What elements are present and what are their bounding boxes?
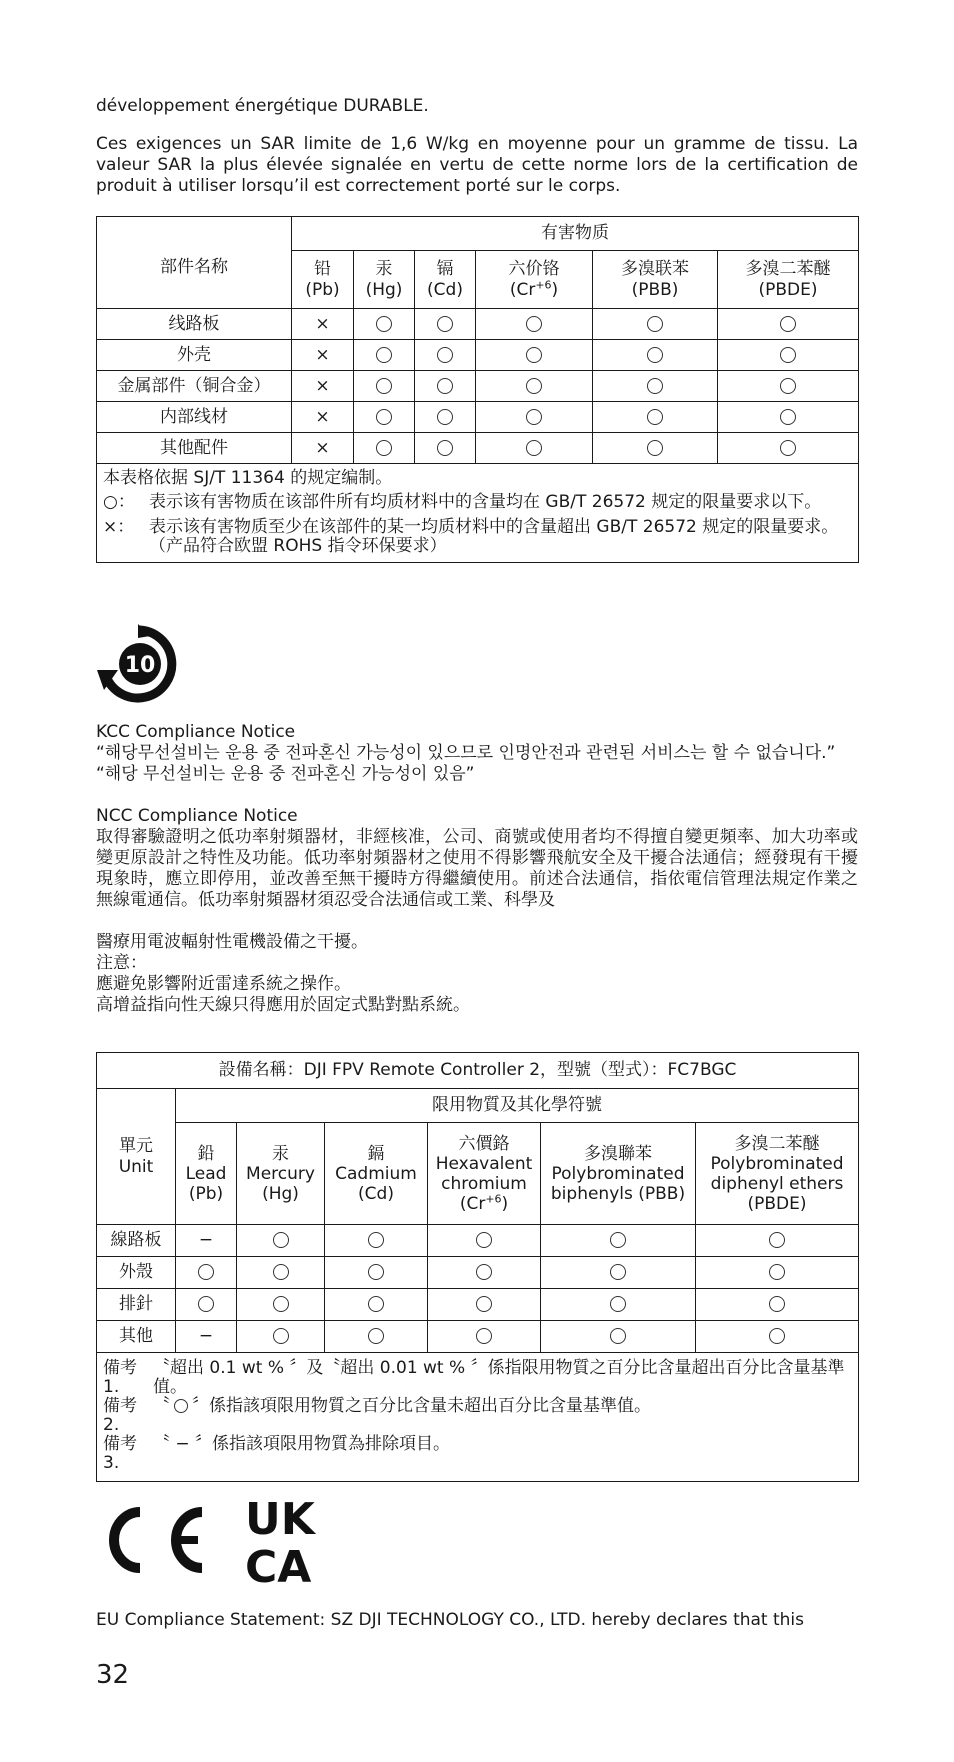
intro-line: développement énergétique DURABLE. (96, 96, 429, 116)
table-row (97, 1257, 859, 1289)
table-row (97, 1321, 859, 1353)
circle-mark-icon (769, 1232, 785, 1248)
substance-name-cn: 鎘 (367, 1143, 385, 1164)
part-name-cell: 外殼 (97, 1257, 176, 1289)
compliant-cell (718, 309, 859, 340)
compliant-cell (237, 1225, 325, 1257)
compliant-cell (428, 1289, 541, 1321)
compliant-cell (718, 433, 859, 464)
circle-mark-icon (780, 409, 796, 425)
eco-efup-10-icon (96, 624, 180, 704)
ukca-bottom-text: CA (245, 1542, 312, 1590)
note-circle-text: 表示该有害物质在该部件所有均质材料中的含量均在 GB/T 26572 规定的限量要求以下。 (149, 492, 822, 512)
compliant-cell (476, 371, 593, 402)
remark-2-label: 備考 2. (103, 1396, 137, 1435)
ncc-title: NCC Compliance Notice (96, 806, 298, 826)
circle-mark-icon (769, 1328, 785, 1344)
ncc-medical-line: 醫療用電波輻射性電機設備之干擾。 (96, 932, 368, 952)
compliant-cell (541, 1321, 696, 1353)
compliant-cell (354, 433, 415, 464)
circle-mark-icon (769, 1264, 785, 1280)
circle-mark-icon (368, 1328, 384, 1344)
compliant-cell (696, 1257, 859, 1289)
compliant-cell (593, 433, 718, 464)
substance-name-cn: 多溴二苯醚 (734, 1133, 820, 1154)
exceeds-cell: × (292, 371, 354, 402)
substance-symbol: (Pb) (188, 1183, 224, 1204)
circle-mark-icon (647, 378, 663, 394)
circle-mark-icon (780, 316, 796, 332)
ncc-attention: 注意： (96, 953, 147, 973)
compliant-cell (354, 371, 415, 402)
circle-mark-icon (376, 409, 392, 425)
substance-header (593, 251, 718, 309)
compliant-cell (541, 1225, 696, 1257)
remark-1-text: 〝超出 0.1 wt % 〞及〝超出 0.01 wt % 〞係指限用物質之百分比含量超出百分比含量基準值。 (153, 1358, 845, 1397)
cn-hazardous-substances-table (96, 216, 859, 563)
substance-symbol: (PBB) (631, 279, 679, 300)
substance-symbol: (PBDE) (758, 279, 818, 300)
compliant-cell (476, 402, 593, 433)
sar-paragraph: Ces exigences un SAR limite de 1,6 W/kg en moyenne pour un gramme de tissu. La valeur SAR la plus élevée signalée en vertu de cette norme lors de la certification de produit à utiliser lorsqu’il est correctement porté sur le corps. (96, 134, 858, 196)
compliant-cell (541, 1257, 696, 1289)
circle-mark-icon (437, 440, 453, 456)
kcc-title: KCC Compliance Notice (96, 722, 296, 742)
circle-mark-icon (780, 347, 796, 363)
compliant-cell (354, 309, 415, 340)
compliant-cell (476, 340, 593, 371)
page-number: 32 (96, 1660, 130, 1690)
ukca-top-text: UK (245, 1494, 315, 1545)
compliant-cell (428, 1225, 541, 1257)
substance-name: 多溴二苯醚 (745, 258, 831, 279)
circle-mark-icon (647, 316, 663, 332)
tw-restricted-substances-table (96, 1052, 859, 1482)
compliant-cell (718, 402, 859, 433)
remark-3-label: 備考 3. (103, 1434, 137, 1473)
substance-name-en: Hexavalent chromium (435, 1153, 533, 1194)
compliant-cell (176, 1289, 237, 1321)
exempt-cell: − (176, 1321, 237, 1353)
substance-symbol-prefix: (Cr (509, 279, 536, 300)
circle-mark-icon (174, 1399, 188, 1413)
table-row (97, 340, 859, 371)
circle-mark-icon (647, 409, 663, 425)
eu-statement: EU Compliance Statement: SZ DJI TECHNOLOGY CO., LTD. hereby declares that this (96, 1610, 805, 1630)
substance-name: 多溴联苯 (621, 258, 689, 279)
note-cross-symbol: ×： (103, 517, 135, 537)
substance-symbol (476, 277, 592, 301)
compliant-cell (696, 1289, 859, 1321)
substance-header (292, 251, 354, 309)
substance-header (696, 1123, 859, 1225)
substance-symbol-sup: +6 (485, 1191, 502, 1205)
remark-3-text: 〝 − 〞係指該項限用物質為排除項目。 (153, 1434, 451, 1454)
compliant-cell (415, 433, 476, 464)
substance-name-en: Cadmium (335, 1163, 417, 1184)
circle-mark-icon (526, 316, 542, 332)
exceeds-cell: × (292, 340, 354, 371)
ncc-antenna-line: 高增益指向性天線只得應用於固定式點對點系統。 (96, 995, 470, 1015)
substance-name: 铅 (314, 258, 331, 279)
hazardous-group-header: 有害物质 (292, 217, 859, 251)
circle-mark-icon (526, 440, 542, 456)
substance-name-en: Mercury (246, 1163, 315, 1184)
substance-symbol-suffix: ) (501, 1193, 509, 1214)
substance-symbol (428, 1191, 540, 1214)
circle-mark-icon (526, 378, 542, 394)
note-cross-text: 表示该有害物质至少在该部件的某一均质材料中的含量超出 GB/T 26572 规定的限量要求。（产品符合欧盟 ROHS 指令环保要求） (149, 517, 839, 556)
compliant-cell (237, 1289, 325, 1321)
certification-marks (96, 1490, 336, 1594)
substance-name-cn: 鉛 (197, 1143, 215, 1164)
circle-mark-icon (368, 1232, 384, 1248)
part-name-cell: 线路板 (97, 309, 292, 340)
compliant-cell (354, 402, 415, 433)
circle-mark-icon (647, 347, 663, 363)
compliant-cell (696, 1225, 859, 1257)
circle-mark-icon (437, 378, 453, 394)
compliant-cell (176, 1257, 237, 1289)
table-row (97, 309, 859, 340)
compliant-cell (428, 1257, 541, 1289)
substance-symbol: (Hg) (262, 1183, 299, 1204)
circle-mark-icon (437, 409, 453, 425)
part-name-cell: 金属部件（铜合金） (97, 371, 292, 402)
circle-mark-icon (476, 1232, 492, 1248)
substance-name-cn: 汞 (272, 1143, 289, 1164)
circle-mark-icon (610, 1264, 626, 1280)
part-name-cell: 其他配件 (97, 433, 292, 464)
table-row (97, 371, 859, 402)
table-row (97, 1289, 859, 1321)
circle-mark-icon (780, 440, 796, 456)
exempt-cell: − (176, 1225, 237, 1257)
circle-mark-icon (376, 316, 392, 332)
ce-mark-icon (96, 1490, 336, 1590)
device-name-line: 設備名稱：DJI FPV Remote Controller 2，型號（型式）：FC7BGC (97, 1053, 859, 1089)
remark-2-open-quote: 〝 (153, 1396, 170, 1416)
circle-mark-icon (198, 1264, 214, 1280)
part-name-cell: 外壳 (97, 340, 292, 371)
compliant-cell (593, 309, 718, 340)
compliant-cell (325, 1321, 428, 1353)
compliant-cell (415, 402, 476, 433)
table-row (97, 1225, 859, 1257)
substance-header (237, 1123, 325, 1225)
compliant-cell (237, 1321, 325, 1353)
circle-mark-icon (476, 1328, 492, 1344)
substance-header (354, 251, 415, 309)
compliant-cell (428, 1321, 541, 1353)
compliant-cell (593, 402, 718, 433)
kcc-line-1: “해당무선설비는 운용 중 전파혼신 가능성이 있으므로 인명안전과 관련된 서비스는 할 수 없습니다.” (96, 743, 836, 763)
compliant-cell (415, 371, 476, 402)
substance-name-cn: 六價鉻 (458, 1133, 510, 1154)
compliant-cell (593, 340, 718, 371)
compliant-cell (718, 340, 859, 371)
circle-mark-icon (273, 1328, 289, 1344)
table-row (97, 402, 859, 433)
circle-mark-icon (273, 1264, 289, 1280)
substance-symbol: (Pb) (305, 279, 340, 300)
circle-mark-icon (526, 347, 542, 363)
substance-header (176, 1123, 237, 1225)
compliant-cell (415, 340, 476, 371)
ncc-paragraph: 取得審驗證明之低功率射頻器材，非經核准，公司、商號或使用者均不得擅自變更頻率、加大功率或變更原設計之特性及功能。低功率射頻器材之使用不得影響飛航安全及干擾合法通信；經發現有干擾現象時，應立即停用，並改善至無干擾時方得繼續使用。前述合法通信，指依電信管理法規定作業之無線電通信。低功率射頻器材須忍受合法通信或工業、科學及 (96, 827, 858, 910)
substance-header (541, 1123, 696, 1225)
circle-mark-icon (376, 378, 392, 394)
circle-mark-icon (476, 1264, 492, 1280)
compliant-cell (415, 309, 476, 340)
circle-mark-icon (437, 347, 453, 363)
substance-symbol: (Cd) (358, 1183, 394, 1204)
unit-header (97, 1089, 176, 1225)
substance-header (428, 1123, 541, 1225)
circle-mark-icon (368, 1264, 384, 1280)
circle-mark-icon (769, 1296, 785, 1312)
exceeds-cell: × (292, 402, 354, 433)
circle-mark-icon (780, 378, 796, 394)
unit-header-en: Unit (118, 1156, 154, 1177)
eco-label-number: 10 (124, 653, 156, 678)
compliant-cell (696, 1321, 859, 1353)
compliant-cell (476, 433, 593, 464)
circle-mark-icon (273, 1296, 289, 1312)
substance-name: 汞 (375, 258, 393, 279)
compliant-cell (593, 371, 718, 402)
circle-mark-icon (437, 316, 453, 332)
kcc-line-2: “해당 무선설비는 운용 중 전파혼신 가능성이 있음” (96, 764, 475, 784)
ncc-radar-line: 應避免影響附近雷達系統之操作。 (96, 974, 351, 994)
substance-header (415, 251, 476, 309)
part-name-cell: 線路板 (97, 1225, 176, 1257)
compliant-cell (476, 309, 593, 340)
substance-symbol-prefix: (Cr (459, 1193, 486, 1214)
substance-header (476, 251, 593, 309)
part-name-cell: 其他 (97, 1321, 176, 1353)
note-circle-symbol: ○： (103, 492, 135, 512)
circle-mark-icon (610, 1328, 626, 1344)
substance-symbol-sup: +6 (535, 277, 552, 291)
compliant-cell (541, 1289, 696, 1321)
circle-mark-icon (647, 440, 663, 456)
compliant-cell (325, 1289, 428, 1321)
substance-name-en: Lead (185, 1163, 227, 1184)
part-name-cell: 排針 (97, 1289, 176, 1321)
remark-2-text: 〞係指該項限用物質之百分比含量未超出百分比含量基準值。 (192, 1396, 651, 1416)
substance-name: 镉 (436, 258, 454, 279)
substance-symbol-suffix: ) (551, 279, 559, 300)
substance-name: 六价铬 (508, 258, 560, 279)
unit-header-cn: 單元 (119, 1135, 153, 1156)
part-name-header: 部件名称 (97, 217, 292, 309)
circle-mark-icon (610, 1232, 626, 1248)
circle-mark-icon (376, 347, 392, 363)
circle-mark-icon (273, 1232, 289, 1248)
part-name-cell: 内部线材 (97, 402, 292, 433)
exceeds-cell: × (292, 433, 354, 464)
compliant-cell (718, 371, 859, 402)
substance-name-en: Polybrominated biphenyls (PBB) (550, 1163, 686, 1204)
circle-mark-icon (368, 1296, 384, 1312)
restricted-group-header: 限用物質及其化學符號 (176, 1089, 859, 1123)
substance-header (718, 251, 859, 309)
substance-symbol: (Hg) (365, 279, 403, 300)
circle-mark-icon (198, 1296, 214, 1312)
circle-mark-icon (610, 1296, 626, 1312)
circle-mark-icon (476, 1296, 492, 1312)
substance-symbol: (Cd) (427, 279, 463, 300)
cn-table-notes (97, 464, 859, 563)
substance-header (325, 1123, 428, 1225)
note-basis: 本表格依据 SJ/T 11364 的规定编制。 (103, 468, 393, 488)
table-row (97, 433, 859, 464)
substance-name-cn: 多溴聯苯 (584, 1143, 652, 1164)
compliant-cell (325, 1257, 428, 1289)
remark-1-label: 備考 1. (103, 1358, 137, 1397)
circle-mark-icon (376, 440, 392, 456)
compliant-cell (237, 1257, 325, 1289)
substance-name-en: Polybrominated diphenyl ethers (PBDE) (710, 1153, 844, 1214)
tw-table-remarks (97, 1353, 859, 1482)
compliant-cell (325, 1225, 428, 1257)
circle-mark-icon (526, 409, 542, 425)
compliant-cell (354, 340, 415, 371)
exceeds-cell: × (292, 309, 354, 340)
